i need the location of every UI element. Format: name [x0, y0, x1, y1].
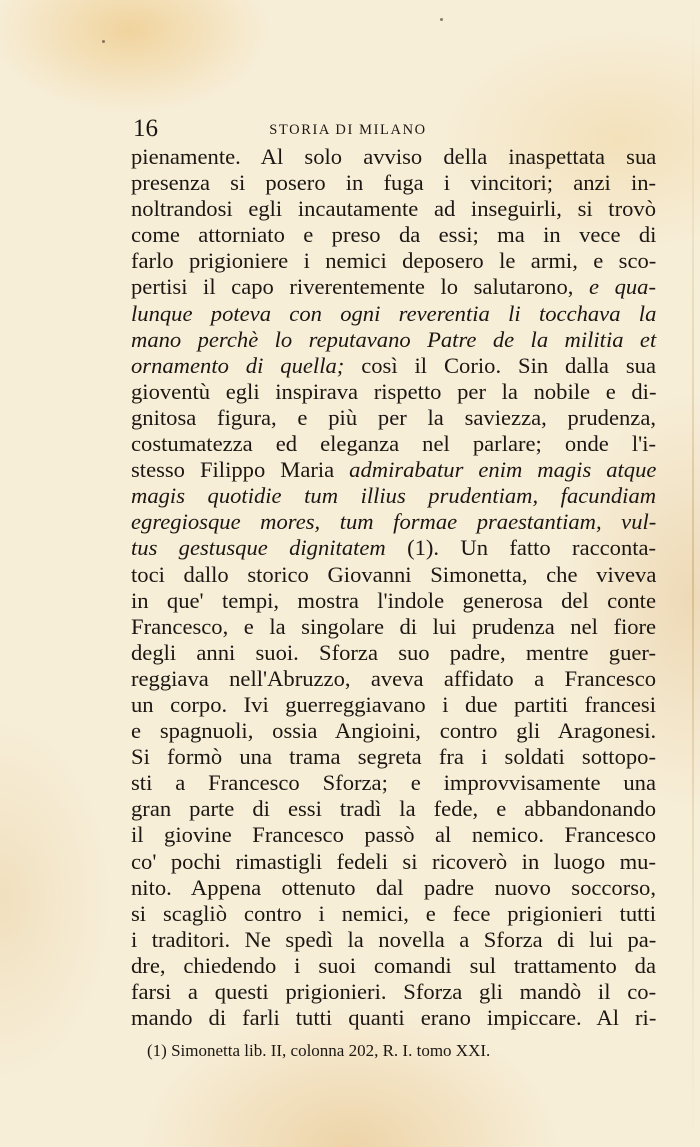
text-segment: gran parte di essi tradì la fede, e abbandonando — [131, 796, 657, 822]
text-segment: noltrandosi egli incautamente ad inseguirli, si trovò — [131, 196, 656, 222]
text-line — [131, 535, 656, 561]
text-segment: degli anni suoi. Sforza suo padre, mentre guer- — [131, 639, 656, 665]
italic-quotation: ornamento di quella; — [131, 352, 345, 378]
text-segment: farsi a questi prigionieri. Sforza gli mandò il co- — [131, 979, 657, 1004]
text-line — [131, 301, 656, 327]
text-segment: in que' tempi, mostra l'indole generosa del conte — [131, 587, 656, 613]
text-segment: mando di farli tutti quanti erano impiccare. Al ri- — [131, 1005, 657, 1031]
text-line — [131, 588, 656, 614]
text-line — [131, 692, 656, 718]
text-line — [131, 849, 656, 875]
page-number: 16 — [133, 115, 158, 142]
page-header — [133, 116, 563, 142]
text-segment: così il Corio. Sin dalla sua — [344, 352, 656, 378]
text-line — [131, 979, 656, 1005]
text-line — [131, 901, 656, 927]
text-line — [131, 640, 656, 666]
body-text — [131, 144, 656, 1031]
text-line — [131, 327, 656, 353]
text-line — [131, 353, 656, 379]
text-line — [131, 927, 656, 953]
text-segment: farlo prigioniere i nemici deposero le armi, e sco- — [131, 248, 657, 274]
text-segment: dre, chiedendo i suoi comandi sul trattamento da — [131, 952, 656, 978]
text-segment: toci dallo storico Giovanni Simonetta, che viveva — [131, 561, 657, 587]
text-line — [131, 796, 656, 822]
text-segment: Si formò una trama segreta fra i soldati sottopo- — [131, 744, 656, 770]
text-line — [131, 953, 656, 979]
text-segment: come attorniato e preso da essi; ma in vece di — [131, 222, 657, 248]
text-line — [131, 822, 656, 848]
text-line — [131, 170, 656, 196]
text-segment: (1). Un fatto racconta- — [385, 535, 657, 561]
italic-quotation: egregiosque mores, tum formae praestantiam, vul- — [131, 509, 657, 535]
text-line — [131, 509, 656, 535]
text-line — [131, 248, 656, 274]
text-segment: un corpo. Ivi guerreggiavano i due partiti francesi — [131, 691, 656, 717]
text-line — [131, 196, 656, 222]
text-segment: sti a Francesco Sforza; e improvvisamente una — [131, 770, 656, 796]
page-edge-shading — [692, 0, 694, 1147]
footnote: (1) Simonetta lib. II, colonna 202, R. I. tomo XXI. — [147, 1041, 491, 1060]
text-segment: gnitosa figura, e più per la saviezza, prudenza, — [131, 404, 656, 430]
text-line — [131, 875, 656, 901]
paper-speck — [440, 18, 443, 21]
text-segment: pienamente. Al solo avviso della inaspettata sua — [131, 144, 657, 169]
text-segment: presenza si posero in fuga i vincitori; anzi in- — [131, 170, 657, 196]
text-line — [131, 718, 656, 744]
text-line — [131, 770, 656, 796]
italic-quotation: mano perchè lo reputavano Patre de la militia et — [131, 326, 657, 352]
italic-quotation: magis quotidie tum illius prudentiam, facundiam — [131, 483, 657, 509]
text-segment: e spagnuoli, ossia Angioini, contro gli Aragonesi. — [131, 718, 657, 744]
text-segment: i traditori. Ne spedì la novella a Sforza di lui pa- — [131, 926, 657, 952]
text-segment: nito. Appena ottenuto dal padre nuovo soccorso, — [131, 874, 656, 900]
text-segment: Francesco, e la singolare di lui prudenza nel fiore — [131, 613, 657, 639]
text-line — [131, 614, 656, 640]
text-line — [131, 379, 656, 405]
italic-quotation: lunque poteva con ogni reverentia li tocchava la — [131, 300, 657, 326]
italic-quotation: admirabatur enim magis atque — [349, 457, 657, 483]
text-line — [131, 274, 656, 300]
text-segment: pertisi il capo riverentemente lo salutarono, — [131, 274, 589, 300]
text-line — [131, 483, 656, 509]
text-line — [131, 144, 656, 170]
paper-speck — [102, 40, 105, 43]
text-segment: co' pochi rimastigli fedeli si ricoverò in luogo mu- — [131, 848, 656, 874]
text-line — [131, 1005, 656, 1031]
text-segment: il giovine Francesco passò al nemico. Francesco — [131, 822, 657, 848]
text-segment: gioventù egli inspirava rispetto per la nobile e di- — [131, 378, 657, 404]
text-line — [131, 222, 656, 248]
text-line — [131, 666, 656, 692]
text-segment: costumatezza ed eleganza nel parlare; onde l'i- — [131, 431, 656, 457]
text-line — [131, 431, 656, 457]
text-segment: si scagliò contro i nemici, e fece prigionieri tutti — [131, 900, 656, 926]
text-line — [131, 457, 656, 483]
text-line — [131, 744, 656, 770]
running-head: STORIA DI MILANO — [269, 122, 427, 138]
italic-quotation: e qua- — [588, 274, 657, 300]
text-segment: stesso Filippo Maria — [131, 457, 350, 483]
italic-quotation: tus gestusque dignitatem — [131, 535, 386, 561]
text-segment: reggiava nell'Abruzzo, aveva affidato a Francesco — [131, 665, 657, 691]
text-line — [131, 405, 656, 431]
text-line — [131, 562, 656, 588]
